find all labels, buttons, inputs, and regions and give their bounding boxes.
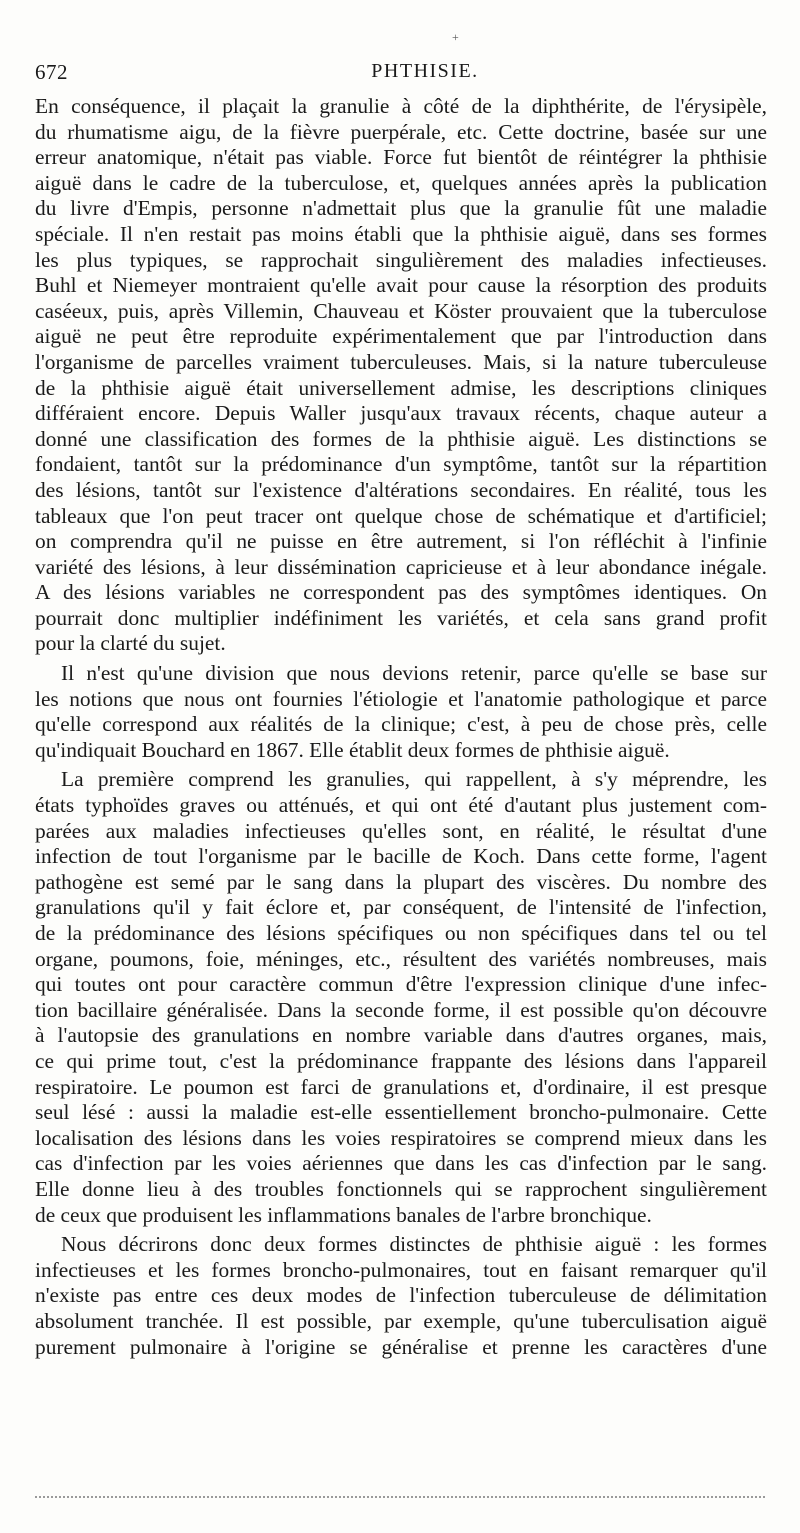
text-line: de ceux que produisent les inflammations banales de l'arbre bronchique. (35, 1202, 652, 1227)
text-line: Il n'est qu'une division que nous devions retenir, parce qu'elle se base sur (61, 661, 767, 686)
text-line: pourrait donc multiplier indéfiniment les variétés, et cela sans grand profit (35, 605, 767, 630)
text-line: respiratoire. Le poumon est farci de granulations et, d'ordinaire, il est presque (35, 1074, 767, 1099)
text-line: caséeux, puis, après Villemin, Chauveau et Köster prouvaient que la tuberculose (35, 298, 767, 323)
page-header (35, 60, 765, 90)
text-line: l'organisme de parcelles vraiment tuberculeuses. Mais, si la nature tuberculeuse (35, 349, 767, 374)
text-line: les plus typiques, se rapprochait singulièrement des maladies infectieuses. (35, 247, 767, 272)
text-line: tableaux que l'on peut tracer ont quelque chose de schématique et d'artificiel; (35, 503, 767, 528)
text-line: Nous décrirons donc deux formes distinctes de phthisie aiguë : les formes (61, 1232, 767, 1257)
paragraph (35, 767, 767, 1228)
text-line: du livre d'Empis, personne n'admettait plus que la granulie fût une maladie (35, 196, 767, 221)
text-line: on comprendra qu'il ne puisse en être autrement, si l'on réfléchit à l'infinie (35, 529, 767, 554)
text-line: différaient encore. Depuis Waller jusqu'aux travaux récents, chaque auteur a (35, 401, 767, 426)
paragraph (35, 1232, 767, 1360)
text-line: localisation des lésions dans les voies respiratoires se comprend mieux dans les (35, 1125, 767, 1150)
text-line: fondaient, tantôt sur la prédominance d'un symptôme, tantôt sur la répartition (35, 452, 767, 477)
text-line: La première comprend les granulies, qui rappellent, à s'y méprendre, les (61, 767, 767, 792)
text-line: n'existe pas entre ces deux modes de l'infection tuberculeuse de délimitation (35, 1283, 767, 1308)
text-line: pathogène est semé par le sang dans la plupart des viscères. Du nombre des (35, 869, 767, 894)
text-line: En conséquence, il plaçait la granulie à côté de la diphthérite, de l'érysipèle, (35, 94, 767, 118)
page-mark: + (452, 30, 459, 44)
footer-rule (35, 1496, 765, 1500)
text-line: organe, poumons, foie, méninges, etc., résultent des variétés nombreuses, mais (35, 946, 767, 971)
text-line: de la prédominance des lésions spécifiques ou non spécifiques dans tel ou tel (35, 921, 767, 945)
text-line: qui toutes ont pour caractère commun d'être l'expression clinique d'une infec- (35, 972, 767, 997)
text-line: états typhoïdes graves ou atténués, et qui ont été d'autant plus justement com- (35, 793, 767, 818)
text-line: aiguë ne peut être reproduite expérimentalement que par l'introduction dans (35, 324, 767, 349)
text-line: parées aux maladies infectieuses qu'elles sont, en réalité, le résultat d'une (35, 818, 767, 843)
page-number: 672 (35, 60, 68, 84)
text-line: ce qui prime tout, c'est la prédominance frappante des lésions dans l'appareil (35, 1048, 767, 1073)
text-line: infectieuses et les formes broncho-pulmonaires, tout en faisant remarquer qu'il (35, 1257, 767, 1282)
text-line: qu'elle correspond aux réalités de la clinique; c'est, à peu de chose près, celle (35, 712, 767, 737)
text-line: à l'autopsie des granulations en nombre variable dans d'autres organes, mais, (35, 1023, 767, 1048)
text-line: absolument tranchée. Il est possible, par exemple, qu'une tuberculisation aiguë (35, 1308, 767, 1333)
text-line: donné une classification des formes de la phthisie aiguë. Les distinctions se (35, 426, 767, 451)
paragraph (35, 94, 767, 657)
text-line: erreur anatomique, n'était pas viable. Force fut bientôt de réintégrer la phthisie (35, 145, 767, 170)
text-line: A des lésions variables ne correspondent pas des symptômes identiques. On (35, 580, 767, 605)
text-line: aiguë dans le cadre de la tuberculose, et, quelques années après la publication (35, 170, 767, 195)
text-line: les notions que nous ont fournies l'étiologie et l'anatomie pathologique et parce (35, 686, 767, 711)
text-line: du rhumatisme aigu, de la fièvre puerpérale, etc. Cette doctrine, basée sur une (35, 119, 767, 144)
text-line: infection de tout l'organisme par le bacille de Koch. Dans cette forme, l'agent (35, 844, 767, 869)
text-line: Elle donne lieu à des troubles fonctionnels qui se rapprochent singulièrement (35, 1176, 767, 1201)
text-line: purement pulmonaire à l'origine se généralise et prenne les caractères d'une (35, 1334, 767, 1359)
text-line: de la phthisie aiguë était universellement admise, les descriptions cliniques (35, 375, 767, 400)
text-line: seul lésé : aussi la maladie est-elle essentiellement broncho-pulmonaire. Cette (35, 1100, 767, 1125)
text-line: variété des lésions, à leur dissémination capricieuse et à leur abondance inégale. (35, 554, 767, 579)
text-line: granulations qu'il y fait éclore et, par conséquent, de l'intensité de l'infection, (35, 895, 767, 920)
text-line: spéciale. Il n'en restait pas moins établi que la phthisie aiguë, dans ses formes (35, 221, 767, 246)
running-title: PHTHISIE. (371, 60, 479, 82)
text-line: Buhl et Niemeyer montraient qu'elle avait pour cause la résorption des produits (35, 273, 767, 298)
text-line: qu'indiquait Bouchard en 1867. Elle établit deux formes de phthisie aiguë. (35, 737, 670, 762)
text-line: cas d'infection par les voies aériennes que dans les cas d'infection par le sang. (35, 1151, 767, 1176)
text-line: des lésions, tantôt sur l'existence d'altérations secondaires. En réalité, tous les (35, 477, 767, 502)
body-text (35, 94, 767, 1364)
text-line: pour la clarté du sujet. (35, 631, 226, 656)
text-line: tion bacillaire généralisée. Dans la seconde forme, il est possible qu'on découvre (35, 997, 767, 1022)
paragraph (35, 661, 767, 763)
